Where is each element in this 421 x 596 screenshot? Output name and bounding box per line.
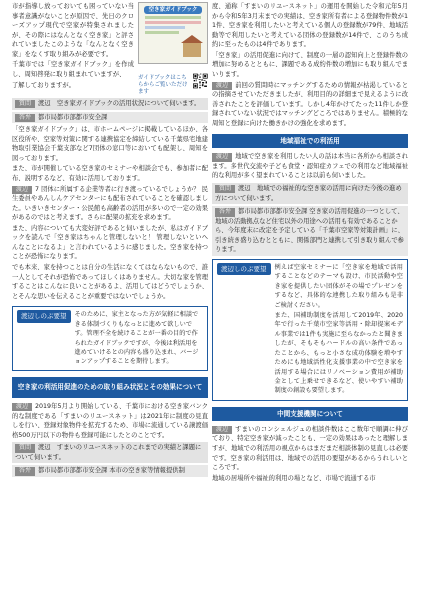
section-heading-2: 中間支援機関について <box>212 407 408 421</box>
answer-tag: 答弁 <box>15 114 35 122</box>
left-column <box>12 2 208 479</box>
request-box <box>212 259 408 401</box>
question-tag: 質問 <box>15 444 35 452</box>
question-tag: 質問 <box>15 100 35 108</box>
question-row <box>12 98 208 110</box>
answer-tag: 答弁 <box>15 467 35 475</box>
guidebook-title: 空き家ガイドブック <box>144 6 202 14</box>
house-icon <box>183 43 201 57</box>
intro-paragraph-3: 了解しておりますが。 <box>12 81 75 89</box>
watanabe-comment-4: 地域の居場所や福祉的利用の場となど、市場で流通する市 <box>212 474 376 482</box>
answer-tag: 答弁 <box>215 208 235 216</box>
intro-paragraph-2: 千葉市では「空き家ガイドブック」を作成し、周知啓発に取り組まれていますが、 <box>12 61 134 78</box>
request-label: 渡辺しのぶ要望 <box>217 263 271 275</box>
watanabe-comment-2: また、内容についても大変好評であると伺いましたが、私はガイドブックを読んで「空き家はちゃんと管理しないと！ 管理しないといへんなことになるよ」と言われているように感じました。空き家を持つことが恐怖になります。 <box>12 224 208 261</box>
question-row-2 <box>12 442 208 463</box>
watanabe-comment: 渡辺 7 団体に所属する企業等者に行き渡っているでしょうか？ 民生委員やあんしんケアセンターにも配布されていることを確認しました。いきいきセンター・公民館も高齢者の活用が多いので一定の効果があるのではと考えます。さらに配架の拡充を求めます。 <box>12 185 208 222</box>
answer-dept: 都市局都市部都市安全課 <box>38 467 108 475</box>
answer-header <box>12 112 208 124</box>
qr-block <box>138 66 208 96</box>
question-tag: 質問 <box>215 185 235 193</box>
answer-text: 「空き家ガイドブック」は、市ホームページに掲載しているほか、各区役所や、空家等対策に関する連携協定を締結している千葉県宅地建物取引業協会千葉支部など7団体の窓口等においても配架し、周知を図っております。 <box>12 126 208 162</box>
answer-dept: 都市局都市部都市安全課 <box>38 113 108 121</box>
guidebook-cover-image <box>138 2 208 64</box>
watanabe-comment-3: でも本来、家を持つことは自分の生活になくてはならないもので、誰一人としてそれが恐怖であってほしくはありません。大切な家を管理することはこんなに良いことがあるよ、活用してはどうでしょうか、とそんな思いを伝えることが重要ではないでしょうか。 <box>12 264 208 300</box>
guidebook-text <box>12 2 134 96</box>
answer-text: 本市の空き家等情報提供制 <box>109 467 185 475</box>
qr-code-icon[interactable] <box>193 66 208 96</box>
answer-header-2 <box>12 465 208 477</box>
answer-continued: 度、通称「すまいのリユースネット」の運用を開始した令和元年5月から令和5年3月末までの実績は、空き家所有者による登録物件数が11件、空き家を利用したいと考えている個人の登録数が79件、地域活動等で利用したいと考えている団体の登録数が14件で、このうち成約に至ったものは4件であります。 <box>212 3 408 49</box>
question-row <box>212 183 408 204</box>
question-text: 渡辺 地域での福祉的な空き家の活用に向けた今後の進め方について伺います。 <box>215 185 402 202</box>
qr-caption: ガイドブックはこちらからご覧いただけます <box>138 74 188 95</box>
request-label: 渡辺しのぶ要望 <box>17 310 71 322</box>
guidebook-figure <box>138 2 208 96</box>
guidebook-row <box>12 2 208 96</box>
request-text: そのために、家主となった方が気軽に相談できる体制づくりもなっとに進めて欲しいです。管理不全を続けることが一番の目的で作られたガイドブックですが、今後は利活用を進めていけるとの内容も盛り込まれ、バージョンアップすることを期待します。 <box>74 311 199 366</box>
request-box <box>12 306 208 371</box>
watanabe-tag: 渡辺 <box>12 186 32 194</box>
answer-dept: 都市局都市部都市安全課 <box>238 208 308 216</box>
watanabe-comment-2: 渡辺 地域で空き家を利用したい人の話は本当に各所から相談されます。多世代交流や子ども食堂・認知症カフェでの利用など地域福祉的な利用が多く望まれていることは以前も伺いました。 <box>212 153 408 180</box>
watanabe-comment-4: 渡辺 2019年5月より開始している、千葉市における空き家バンク的な制度である「すまいのリユースネット」は2021年に制度の見直しを行い、登録対象物件を拡充するため、市場に流通している譲渡価格500万円以下の物件も登録可能にしたとのことです。 <box>12 402 208 439</box>
watanabe-tag: 渡辺 <box>212 426 232 434</box>
request-text: 例えば空家セミナーに「空き家を地域で活用することなどのテーマも設け、市民活動や空き家を提供したい団体がその場でプレゼンをするなど、具体的な連携した取り組みも是非ご検討ください。 また、国補助制度を活用して2019年、2020年で行った千葉市空家等活用・除却提案モデル事業では1件も実施に至らなかったと聞きましたが、そもそもハードルの高い条件であったことから、もっと小さな成功体験を増やすためにも地域活性化支援事業の中で空き家を活用する場合にはリノベーション費用が補助金として上乗せできるなど、使いやすい補助制度の創設も要望します。 <box>274 263 403 395</box>
watanabe-comment: 渡辺 前回の質問時にマッチングするための情報が枯渇しているとの指摘させていただきましたが、利用目的の詳細まで見えるように改善されたことを評価しています。しかし4年かけてたった11件しか登録されていない状況ではマッチングどころではありません。積極的な周知と登録に向けた働きかけの強化を求めます。 <box>212 81 408 127</box>
house-roof-icon <box>181 35 203 43</box>
question-text: 渡辺 空き家ガイドブックの活用状況について伺います。 <box>38 100 201 107</box>
section-heading: 空き家の利活用促進のための取り組み状況とその効果について <box>12 377 208 398</box>
question-text: 渡辺 すまいのリユースネットのこれまでの実績と課題について伺います。 <box>15 444 202 461</box>
section-heading: 地域福祉での利活用 <box>212 134 408 148</box>
watanabe-tag: 渡辺 <box>212 82 232 90</box>
watanabe-tag: 渡辺 <box>12 403 32 411</box>
right-column <box>212 2 408 484</box>
answer-continued-2: 「空き家」の活用促進に向けて、制度の一層の認知向上と登録件数の増加に努めるとともに、課題である成約件数の増加にも取り組んでまいります。 <box>212 51 408 78</box>
answer-text: 空き家の活用促進の一つとして、地域の活動拠点など住宅以外の用途への活用も有効であることから、今年度末に改定を予定している「千葉市空家等対策計画」に、引き続き盛り込むとともに、関係部門と連携して引き取り組んで参ります。 <box>215 208 404 254</box>
watanabe-comment-3: 渡辺 すまいのコンシェルジュの相談件数はここ数年で順調に伸びており、特定空き家が減ったことも、一定の効果はあったと理解しますが、地域での利活用の視点からはまだまだ相談体制の見直しは必要です。空き家の利活用は、地域での活用の要望があるからうれしいところです。 <box>212 425 408 472</box>
answer-header <box>212 206 408 256</box>
intro-paragraph: 市が指導し放っておいても困っていない当事者意識がないことが原因で、先日のクローズアップ現代で空家が特集されましたが、その際にはなんとなく空き家」と評されていましたこのような「なんとなく空き家」をなくす取り組みが必要です。 <box>12 3 134 58</box>
answer-text-2: また、市が開催している空き家のセミナーや相談会でも、参加者に配布、説明するなど、有効に活用しております。 <box>12 165 208 182</box>
watanabe-tag: 渡辺 <box>212 153 232 161</box>
